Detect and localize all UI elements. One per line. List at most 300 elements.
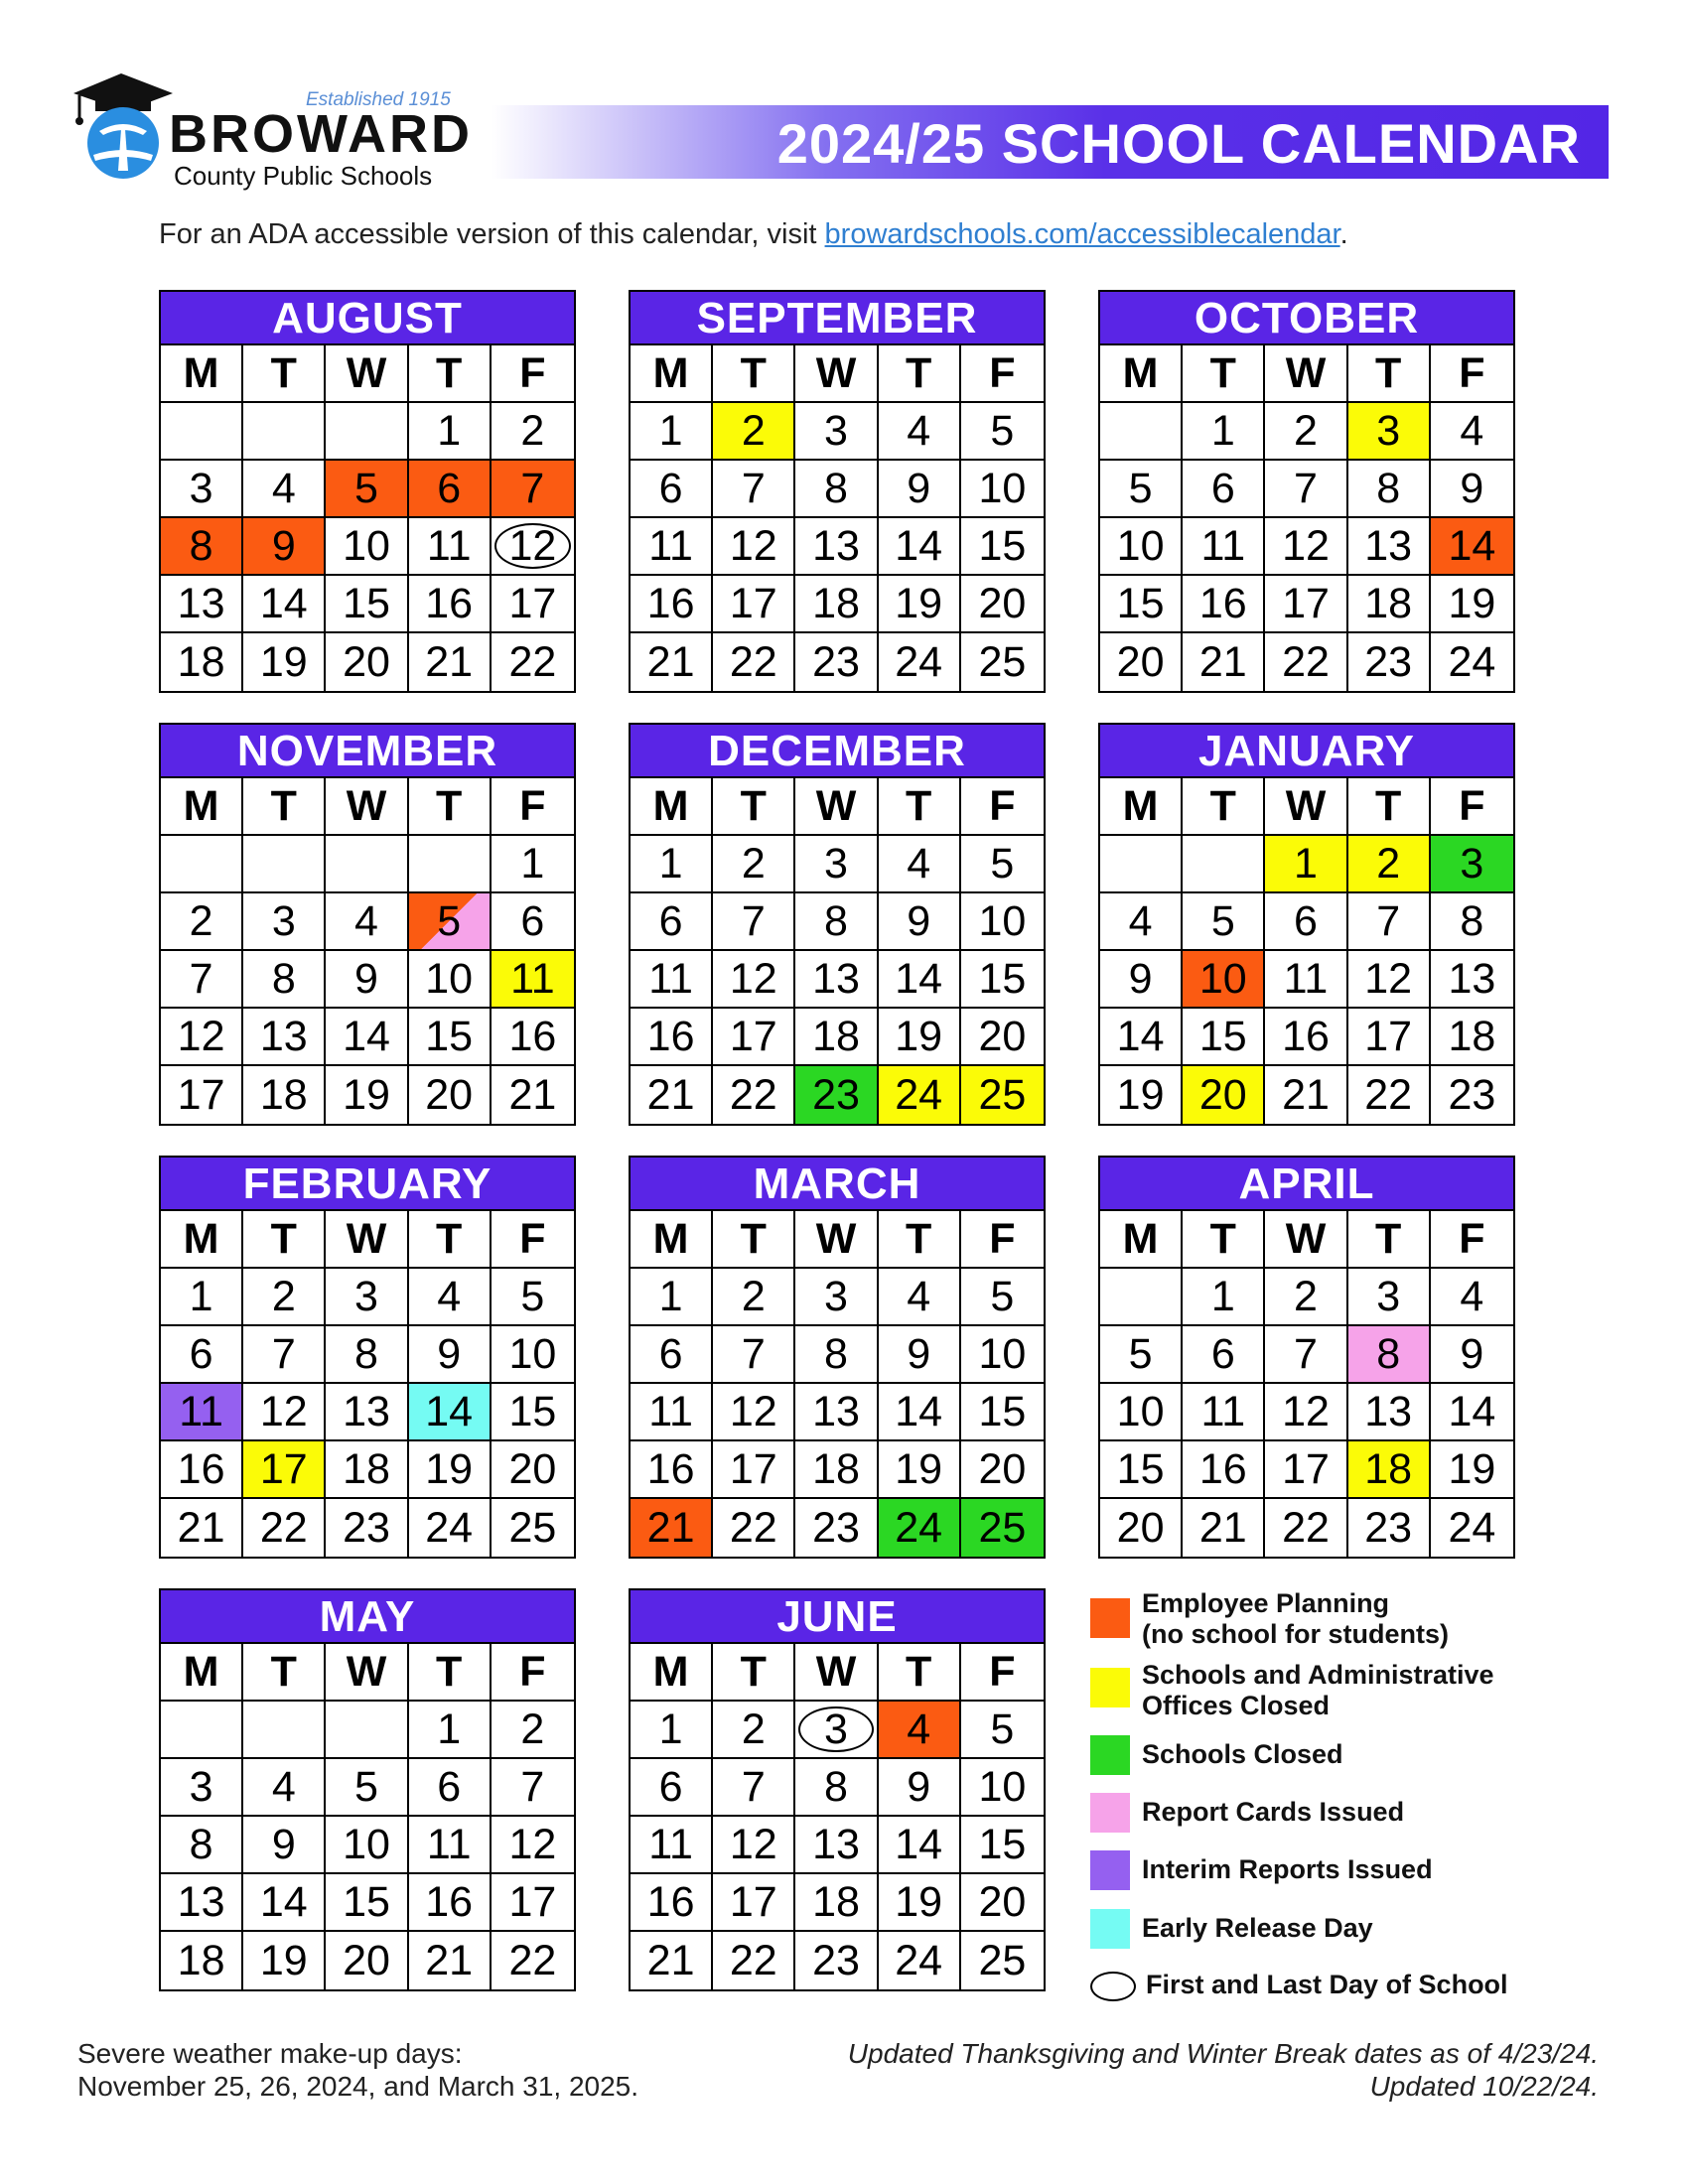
weekday-header: T [1348,778,1431,836]
day-cell: 8 [795,461,878,518]
weekday-header: T [713,345,795,403]
day-cell: 5 [409,893,492,951]
day-cell: 4 [879,403,961,461]
day-cell: 24 [409,1499,492,1557]
day-cell: 24 [1448,637,1496,686]
month-header: NOVEMBER [161,725,574,778]
day-cell: 2 [713,836,795,893]
empty-cell [1100,1269,1183,1326]
day-cell: 17 [161,1066,243,1124]
day-cell: 25 [961,1499,1044,1557]
makeup-days-line-1: Severe weather make-up days: [77,2038,463,2069]
day-cell: 12 [713,518,795,576]
day-cell: 11 [631,1817,713,1874]
weekday-header: F [492,1644,574,1702]
day-cell: 19 [243,633,326,691]
org-name: BROWARD [169,104,473,164]
empty-cell [409,836,492,893]
day-cell: 5 [961,1269,1044,1326]
legend-label: First and Last Day of School [1146,1970,1508,1999]
day-cell: 10 [961,893,1044,951]
day-cell: 11 [1183,1384,1265,1441]
day-cell: 4 [879,1269,961,1326]
day-cell: 14 [243,576,326,633]
legend-pink-swatch [1090,1793,1130,1833]
day-cell: 2 [492,403,574,461]
day-cell: 8 [161,1817,243,1874]
day-cell: 19 [1100,1066,1183,1124]
day-cell: 1 [1265,836,1347,893]
day-cell: 9 [1100,951,1183,1009]
weekday-header: M [1100,778,1183,836]
ada-suffix: . [1339,218,1348,250]
day-cell: 3 [795,836,878,893]
empty-cell [326,1702,408,1759]
day-cell: 12 [1265,518,1347,576]
month-october [1098,290,1515,693]
weekday-header: M [1100,1211,1183,1269]
day-cell: 4 [879,1702,961,1759]
day-cell: 8 [795,1326,878,1384]
weekday-header: T [1348,345,1431,403]
day-cell: 8 [243,951,326,1009]
day-cell: 5 [1100,461,1183,518]
day-cell: 10 [326,1817,408,1874]
day-cell: 25 [978,1936,1027,1984]
day-cell: 10 [1183,951,1265,1009]
day-cell: 6 [631,461,713,518]
day-cell: 18 [1348,576,1431,633]
day-cell: 2 [1265,403,1347,461]
day-cell: 1 [492,836,574,893]
day-cell: 1 [1183,1269,1265,1326]
day-cell: 20 [1100,1499,1183,1557]
day-cell: 18 [795,1874,878,1932]
org-subtitle: County Public Schools [174,161,433,191]
day-cell: 4 [1431,1269,1513,1326]
day-cell: 17 [1348,1009,1431,1066]
day-cell: 23 [1348,1499,1431,1557]
day-cell: 10 [409,951,492,1009]
day-cell: 17 [492,1874,574,1932]
weekday-header: M [631,345,713,403]
day-cell: 4 [879,836,961,893]
day-cell: 5 [1100,1326,1183,1384]
empty-cell [161,1702,243,1759]
day-cell: 5 [961,1702,1044,1759]
day-cell: 20 [961,1441,1044,1499]
month-march [629,1156,1046,1559]
day-cell: 9 [1431,461,1513,518]
month-header: MARCH [631,1158,1044,1211]
day-cell: 24 [879,1932,961,1989]
day-cell: 10 [961,461,1044,518]
day-cell: 15 [961,1817,1044,1874]
day-cell: 15 [1183,1009,1265,1066]
day-cell: 18 [1348,1441,1431,1499]
month-august [159,290,576,693]
day-cell: 21 [1183,633,1265,691]
update-note [848,2037,1599,2103]
day-cell: 7 [713,1759,795,1817]
day-cell: 2 [161,893,243,951]
month-june [629,1588,1046,1991]
day-cell: 3 [1348,403,1431,461]
day-cell: 6 [409,461,492,518]
day-cell: 22 [243,1499,326,1557]
weekday-header: W [795,778,878,836]
weekday-header: W [1265,1211,1347,1269]
day-cell: 21 [631,633,713,691]
legend [1090,1588,1587,2015]
weekday-header: F [961,345,1044,403]
day-cell: 5 [326,1759,408,1817]
day-cell: 21 [409,1932,492,1989]
day-cell: 6 [492,893,574,951]
day-cell: 11 [409,518,492,576]
day-cell: 6 [409,1759,492,1817]
day-cell: 22 [713,1499,795,1557]
day-cell: 7 [492,461,574,518]
day-cell: 15 [1100,576,1183,633]
ada-notice [159,218,1348,251]
day-cell: 14 [243,1874,326,1932]
day-cell: 1 [161,1269,243,1326]
day-cell: 20 [326,1932,408,1989]
weekday-header: W [795,345,878,403]
day-cell: 9 [409,1326,492,1384]
day-cell: 14 [879,1384,961,1441]
day-cell: 16 [631,1009,713,1066]
empty-cell [243,1702,326,1759]
weekday-header: T [1183,778,1265,836]
day-cell: 8 [1348,1326,1431,1384]
day-cell: 19 [1431,1441,1513,1499]
day-cell: 20 [1100,633,1183,691]
day-cell: 16 [409,576,492,633]
day-cell: 16 [631,1441,713,1499]
legend-oval-icon [1090,1972,1136,2001]
empty-cell [243,403,326,461]
day-cell: 10 [961,1326,1044,1384]
day-cell: 10 [1100,1384,1183,1441]
legend-cyan-swatch [1090,1909,1130,1949]
day-cell: 2 [713,403,795,461]
day-cell: 10 [1100,518,1183,576]
legend-purple-swatch [1090,1850,1130,1890]
day-cell: 14 [1100,1009,1183,1066]
month-header: DECEMBER [631,725,1044,778]
day-cell: 15 [961,1384,1044,1441]
day-cell: 22 [508,637,557,686]
day-cell: 2 [492,1702,574,1759]
day-cell: 15 [326,576,408,633]
day-cell: 14 [879,518,961,576]
day-cell: 18 [161,633,243,691]
day-cell: 5 [961,403,1044,461]
month-december [629,723,1046,1126]
day-cell: 1 [631,1269,713,1326]
weekday-header: T [713,1211,795,1269]
weekday-header: T [879,778,961,836]
day-cell: 11 [492,951,574,1009]
day-cell: 14 [879,1817,961,1874]
day-cell: 3 [243,893,326,951]
day-cell: 21 [409,633,492,691]
day-cell: 17 [492,576,574,633]
day-cell: 7 [713,461,795,518]
day-cell: 8 [161,518,243,576]
day-cell: 21 [508,1070,557,1119]
update-line-2: Updated 10/22/24. [1369,2071,1599,2102]
day-cell: 23 [326,1499,408,1557]
weekday-header: T [409,778,492,836]
makeup-days-line-2: November 25, 26, 2024, and March 31, 2025. [77,2071,639,2102]
month-header: JANUARY [1100,725,1513,778]
day-cell: 12 [492,1817,574,1874]
day-cell: 21 [1265,1066,1347,1124]
day-cell: 10 [492,1326,574,1384]
weekday-header: T [243,1211,326,1269]
weekday-header: F [961,1211,1044,1269]
month-may [159,1588,576,1991]
day-cell: 22 [508,1936,557,1984]
month-header: MAY [161,1590,574,1644]
day-cell: 17 [713,576,795,633]
day-cell: 17 [1265,1441,1347,1499]
day-cell: 5 [326,461,408,518]
day-cell: 22 [713,633,795,691]
makeup-days-note [77,2037,638,2103]
day-cell: 19 [879,1441,961,1499]
day-cell: 6 [631,1326,713,1384]
day-cell: 20 [961,576,1044,633]
month-september [629,290,1046,693]
weekday-header: W [326,1211,408,1269]
day-cell: 12 [161,1009,243,1066]
legend-yellow-swatch [1090,1668,1130,1707]
legend-label: Report Cards Issued [1142,1797,1405,1827]
day-cell: 25 [961,1066,1044,1124]
title-banner [492,105,1609,179]
day-cell: 1 [409,1702,492,1759]
weekday-header: M [631,778,713,836]
day-cell: 11 [409,1817,492,1874]
weekday-header: F [492,778,574,836]
day-cell: 7 [161,951,243,1009]
day-cell: 19 [879,576,961,633]
day-cell: 17 [713,1874,795,1932]
weekday-header: M [1100,345,1183,403]
day-cell: 2 [1348,836,1431,893]
day-cell: 11 [631,1384,713,1441]
day-cell: 18 [161,1932,243,1989]
day-cell: 14 [1431,1384,1513,1441]
day-cell: 15 [1100,1441,1183,1499]
weekday-header: F [1431,778,1513,836]
day-cell: 5 [492,1269,574,1326]
day-cell: 20 [961,1009,1044,1066]
month-header: APRIL [1100,1158,1513,1211]
day-cell: 14 [326,1009,408,1066]
weekday-header: T [409,1644,492,1702]
day-cell: 4 [409,1269,492,1326]
day-cell: 25 [508,1503,557,1552]
weekday-header: F [961,778,1044,836]
day-cell: 11 [1183,518,1265,576]
day-cell: 9 [879,1326,961,1384]
empty-cell [326,403,408,461]
weekday-header: T [243,1644,326,1702]
weekday-header: W [1265,345,1347,403]
month-header: SEPTEMBER [631,292,1044,345]
day-cell: 22 [713,1066,795,1124]
day-cell: 15 [409,1009,492,1066]
day-cell: 21 [161,1499,243,1557]
day-cell: 3 [1348,1269,1431,1326]
day-cell: 17 [243,1441,326,1499]
weekday-header: W [795,1644,878,1702]
day-cell: 12 [492,518,574,576]
day-cell: 21 [1183,1499,1265,1557]
day-cell: 24 [879,1066,961,1124]
weekday-header: T [243,778,326,836]
day-cell: 9 [879,461,961,518]
day-cell: 19 [243,1932,326,1989]
day-cell: 21 [631,1932,713,1989]
day-cell: 18 [1431,1009,1513,1066]
legend-orange-swatch [1090,1598,1130,1638]
day-cell: 17 [713,1009,795,1066]
month-header: JUNE [631,1590,1044,1644]
weekday-header: W [326,778,408,836]
day-cell: 18 [326,1441,408,1499]
day-cell: 12 [243,1384,326,1441]
day-cell: 5 [961,836,1044,893]
broward-logo [70,69,473,194]
day-cell: 19 [879,1874,961,1932]
day-cell: 9 [879,1759,961,1817]
day-cell: 13 [1431,951,1513,1009]
day-cell: 5 [1183,893,1265,951]
day-cell: 13 [326,1384,408,1441]
day-cell: 7 [1348,893,1431,951]
day-cell: 7 [492,1759,574,1817]
day-cell: 12 [1348,951,1431,1009]
day-cell: 13 [795,1384,878,1441]
weekday-header: T [879,1211,961,1269]
weekday-header: W [326,1644,408,1702]
day-cell: 23 [1348,633,1431,691]
weekday-header: T [1348,1211,1431,1269]
weekday-header: F [1431,345,1513,403]
weekday-header: T [1183,345,1265,403]
day-cell: 15 [492,1384,574,1441]
day-cell: 11 [161,1384,243,1441]
day-cell: 18 [795,576,878,633]
weekday-header: W [795,1211,878,1269]
day-cell: 11 [631,518,713,576]
weekday-header: T [879,1644,961,1702]
day-cell: 20 [326,633,408,691]
day-cell: 4 [1100,893,1183,951]
day-cell: 13 [161,576,243,633]
day-cell: 10 [961,1759,1044,1817]
day-cell: 17 [1265,576,1347,633]
day-cell: 21 [631,1499,713,1557]
empty-cell [1183,836,1265,893]
legend-label: Schools Closed [1142,1739,1343,1769]
ada-prefix: For an ADA accessible version of this calendar, visit [159,218,825,250]
day-cell: 25 [978,637,1027,686]
day-cell: 7 [1265,461,1347,518]
day-cell: 6 [1183,1326,1265,1384]
day-cell: 8 [1348,461,1431,518]
day-cell: 13 [795,518,878,576]
day-cell: 16 [161,1441,243,1499]
day-cell: 13 [795,951,878,1009]
day-cell: 24 [1448,1503,1496,1552]
weekday-header: W [326,345,408,403]
weekday-header: T [713,778,795,836]
legend-label: Schools and Administrative Offices Closed [1142,1660,1494,1720]
day-cell: 6 [1265,893,1347,951]
day-cell: 9 [1431,1326,1513,1384]
day-cell: 8 [795,893,878,951]
day-cell: 13 [243,1009,326,1066]
day-cell: 14 [1431,518,1513,576]
weekday-header: F [961,1644,1044,1702]
day-cell: 7 [243,1326,326,1384]
month-header: OCTOBER [1100,292,1513,345]
empty-cell [161,836,243,893]
day-cell: 3 [795,1269,878,1326]
weekday-header: F [492,1211,574,1269]
day-cell: 2 [713,1702,795,1759]
day-cell: 4 [1431,403,1513,461]
day-cell: 19 [1431,576,1513,633]
day-cell: 23 [1448,1070,1496,1119]
day-cell: 16 [492,1009,574,1066]
day-cell: 19 [879,1009,961,1066]
day-cell: 23 [795,1066,878,1124]
day-cell: 21 [631,1066,713,1124]
weekday-header: T [243,345,326,403]
legend-label: Interim Reports Issued [1142,1854,1433,1884]
day-cell: 7 [713,1326,795,1384]
day-cell: 2 [1265,1269,1347,1326]
day-cell: 4 [326,893,408,951]
day-cell: 2 [713,1269,795,1326]
weekday-header: M [161,345,243,403]
month-header: AUGUST [161,292,574,345]
day-cell: 22 [713,1932,795,1989]
day-cell: 1 [631,403,713,461]
update-line-1: Updated Thanksgiving and Winter Break dates as of 4/23/24. [847,2038,1599,2069]
empty-cell [1100,403,1183,461]
weekday-header: T [409,1211,492,1269]
day-cell: 20 [961,1874,1044,1932]
day-cell: 7 [713,893,795,951]
ada-calendar-link[interactable]: browardschools.com/accessiblecalendar [824,218,1340,250]
day-cell: 6 [631,1759,713,1817]
month-january [1098,723,1515,1126]
weekday-header: F [492,345,574,403]
day-cell: 16 [1183,1441,1265,1499]
day-cell: 22 [1265,1499,1347,1557]
day-cell: 16 [631,1874,713,1932]
weekday-header: M [161,1644,243,1702]
